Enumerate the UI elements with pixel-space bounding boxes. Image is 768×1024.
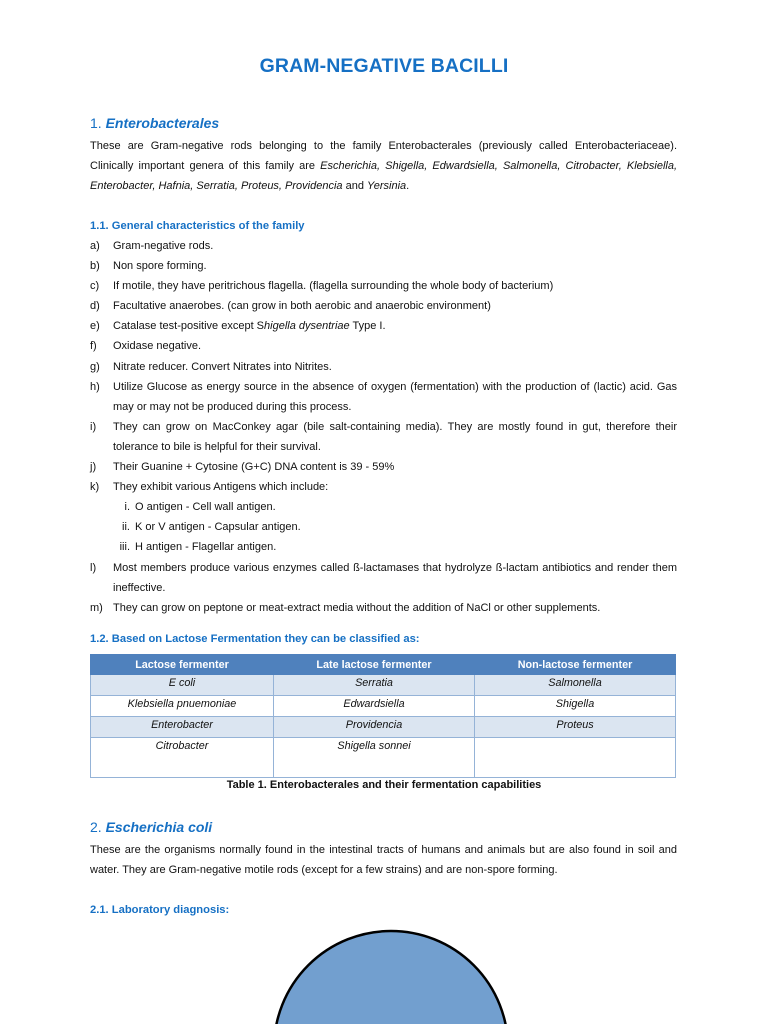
table-cell: Klebsiella pnuemoniae (91, 696, 274, 717)
table-cell: Citrobacter (91, 738, 274, 778)
table-cell: Serratia (274, 675, 475, 696)
table-cell: Proteus (475, 717, 676, 738)
text-run: H antigen - Flagellar antigen. (135, 541, 277, 554)
diagram-circle (274, 931, 508, 1024)
list-item-label: l) (90, 561, 97, 574)
list-item-label: a) (90, 240, 100, 252)
list-item-label: m) (90, 601, 103, 614)
text-run: They exhibit various Antigens which include: (113, 481, 329, 494)
text-run: and (342, 180, 367, 193)
page-title: GRAM-NEGATIVE BACILLI (259, 55, 509, 77)
table-caption: Table 1. Enterobacterales and their fermentation capabilities (226, 779, 542, 791)
table-cell: Salmonella (475, 675, 676, 696)
list-item-label: j) (90, 461, 97, 474)
list-item-label: b) (90, 260, 100, 273)
text-run: Catalase test-positive except S (113, 320, 265, 333)
list-item-label: d) (90, 300, 100, 313)
list-item-label: g) (90, 360, 100, 373)
section-1-number: 1. (90, 115, 102, 131)
text-run: Their Guanine + Cytosine (G+C) DNA content is 39 - 59% (113, 461, 395, 474)
text-run: Type I. (349, 320, 386, 333)
table-header-cell: Lactose fermenter (91, 655, 274, 675)
italic-text: Yersinia (367, 180, 407, 193)
text-run: . (406, 180, 410, 193)
section-1-2-heading: 1.2. Based on Lactose Fermentation they can be classified as: (90, 633, 420, 645)
table-cell: Shigella sonnei (274, 738, 475, 778)
text-run: Non spore forming. (113, 260, 207, 273)
list-item-label: e) (90, 320, 100, 333)
section-1-title: Enterobacterales (105, 115, 220, 131)
list-item-label: iii. (119, 541, 130, 554)
table-cell: Edwardsiella (274, 696, 475, 717)
text-run: Nitrate reducer. Convert Nitrates into Nitrites. (113, 360, 332, 373)
italic-text: higella dysentriae (264, 320, 350, 333)
text-run: Utilize Glucose as energy source in the absence of oxygen (fermentation) with the production of (lactic) acid. Gas may or may not be produced during this process. (113, 380, 677, 413)
list-item-label: c) (90, 280, 100, 293)
section-2-1-heading: 2.1. Laboratory diagnosis: (90, 904, 230, 916)
table-cell: Enterobacter (91, 717, 274, 738)
text-run: Gram-negative rods. (113, 240, 214, 252)
section-2-intro: These are the organisms normally found in the intestinal tracts of humans and animals but are also found in soil and water. They are Gram-negative motile rods (except for a few strains) and are non-spore forming. (90, 844, 677, 877)
text-run: Facultative anaerobes. (can grow in both aerobic and anaerobic environment) (113, 300, 491, 313)
text-run: O antigen - Cell wall antigen. (135, 501, 276, 514)
text-run: These are Gram-negative rods belonging to the family Enterobacterales (previously called Enterobacteriaceae). Clinically important genera of this family are (90, 140, 677, 173)
list-item-label: i. (124, 501, 130, 514)
text-run: They can grow on peptone or meat-extract media without the addition of NaCl or other supplements. (113, 601, 601, 614)
table-cell: Shigella (475, 696, 676, 717)
text-run: K or V antigen - Capsular antigen. (135, 521, 301, 534)
list-item-label: h) (90, 380, 100, 393)
list-item-label: ii. (122, 521, 130, 534)
text-run: Most members produce various enzymes called ß-lactamases that hydrolyze ß-lactam antibiotics and render them ineffective. (113, 561, 677, 594)
list-item-label: k) (90, 481, 100, 494)
section-2-title: Escherichia coli (105, 819, 213, 835)
text-run: If motile, they have peritrichous flagella. (flagella surrounding the whole body of bacterium) (113, 280, 554, 293)
section-2-number: 2. (90, 819, 102, 835)
list-item-label: i) (90, 420, 97, 433)
text-run: Oxidase negative. (113, 340, 202, 353)
section-1-1-heading: 1.1. General characteristics of the family (90, 220, 305, 232)
text-run: They can grow on MacConkey agar (bile salt-containing media). They are mostly found in gut, therefore their tolerance to bile is helpful for their survival. (113, 420, 677, 453)
table-cell: Providencia (274, 717, 475, 738)
table-header-cell: Non-lactose fermenter (475, 655, 676, 675)
table-header-cell: Late lactose fermenter (274, 655, 475, 675)
table-cell: E coli (91, 675, 274, 696)
list-item-label: f) (90, 340, 97, 353)
italic-text: Escherichia, Shigella, Edwardsiella, Salmonella, Citrobacter, Klebsiella, Enterobacter, Hafnia, Serratia, Proteus, Providencia (90, 160, 678, 193)
